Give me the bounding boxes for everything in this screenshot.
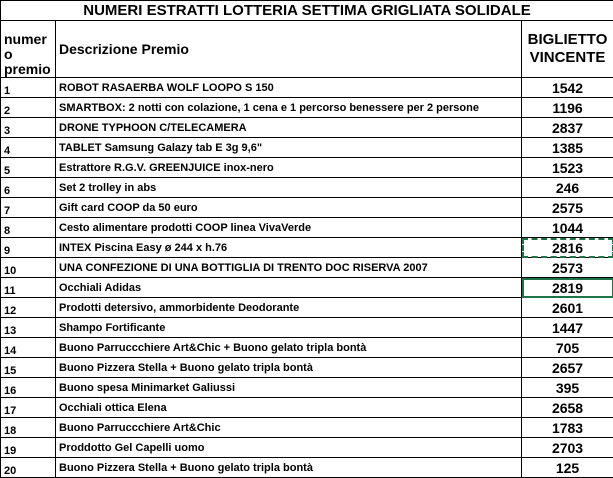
winning-ticket-cell[interactable]: 1783 (522, 418, 613, 438)
winning-ticket-cell[interactable]: 1542 (522, 78, 613, 98)
prize-number-cell[interactable]: 7 (1, 198, 56, 218)
prize-description-cell[interactable]: Proddotto Gel Capelli uomo (56, 438, 522, 458)
prize-description-cell[interactable]: DRONE TYPHOON C/TELECAMERA (56, 118, 522, 138)
winning-ticket-cell[interactable]: 1196 (522, 98, 613, 118)
header-descrizione-premio[interactable]: Descrizione Premio (56, 21, 522, 78)
prize-description-cell[interactable]: Cesto alimentare prodotti COOP linea VivaVerde (56, 218, 522, 238)
prize-description-cell[interactable]: Estrattore R.G.V. GREENJUICE inox-nero (56, 158, 522, 178)
prize-description-cell[interactable]: TABLET Samsung Galazy tab E 3g 9,6" (56, 138, 522, 158)
prize-description-cell[interactable]: Buono Pizzera Stella + Buono gelato tripla bontà (56, 458, 522, 478)
table-row (1, 438, 613, 458)
table-row (1, 218, 613, 238)
prize-number-cell[interactable]: 14 (1, 338, 56, 358)
winning-ticket-cell[interactable]: 2573 (522, 258, 613, 278)
prize-description-cell[interactable]: Prodotti detersivo, ammorbidente Deodorante (56, 298, 522, 318)
table-row (1, 278, 613, 298)
prize-number-cell[interactable]: 3 (1, 118, 56, 138)
winning-ticket-cell[interactable]: 2837 (522, 118, 613, 138)
prize-description-cell[interactable]: Buono spesa Minimarket Galiussi (56, 378, 522, 398)
table-row (1, 338, 613, 358)
table-row (1, 78, 613, 98)
prize-number-cell[interactable]: 11 (1, 278, 56, 298)
table-row (1, 118, 613, 138)
prize-number-cell[interactable]: 19 (1, 438, 56, 458)
prize-description-cell[interactable]: Set 2 trolley in abs (56, 178, 522, 198)
title-row (1, 1, 613, 21)
prize-number-cell[interactable]: 8 (1, 218, 56, 238)
winning-ticket-cell[interactable]: 2658 (522, 398, 613, 418)
prize-description-cell[interactable]: Buono Pizzera Stella + Buono gelato tripla bontà (56, 358, 522, 378)
table-row (1, 238, 613, 258)
winning-ticket-cell[interactable]: 2601 (522, 298, 613, 318)
winning-ticket-cell[interactable]: 705 (522, 338, 613, 358)
prize-number-cell[interactable]: 16 (1, 378, 56, 398)
header-biglietto-vincente[interactable]: BIGLIETTO VINCENTE (522, 21, 613, 78)
prize-number-cell[interactable]: 9 (1, 238, 56, 258)
prize-description-cell[interactable]: Occhiali Adidas (56, 278, 522, 298)
prize-number-cell[interactable]: 18 (1, 418, 56, 438)
table-row (1, 178, 613, 198)
prize-description-cell[interactable]: INTEX Piscina Easy ø 244 x h.76 (56, 238, 522, 258)
prize-number-cell[interactable]: 13 (1, 318, 56, 338)
prize-number-cell[interactable]: 1 (1, 78, 56, 98)
prize-number-cell[interactable]: 17 (1, 398, 56, 418)
prize-number-cell[interactable]: 5 (1, 158, 56, 178)
prize-description-cell[interactable]: Shampo Fortificante (56, 318, 522, 338)
table-row (1, 378, 613, 398)
winning-ticket-cell[interactable]: 125 (522, 458, 613, 478)
table-row (1, 298, 613, 318)
prize-number-cell[interactable]: 2 (1, 98, 56, 118)
table-row (1, 398, 613, 418)
prize-description-cell[interactable]: ROBOT RASAERBA WOLF LOOPO S 150 (56, 78, 522, 98)
table-row (1, 318, 613, 338)
table-row (1, 418, 613, 438)
table-row (1, 358, 613, 378)
prize-description-cell[interactable]: UNA CONFEZIONE DI UNA BOTTIGLIA DI TRENTO DOC RISERVA 2007 (56, 258, 522, 278)
prize-description-cell[interactable]: Buono Parruccchiere Art&Chic + Buono gelato tripla bontà (56, 338, 522, 358)
prize-number-cell[interactable]: 4 (1, 138, 56, 158)
table-row (1, 258, 613, 278)
winning-ticket-cell[interactable]: 2819 (522, 278, 613, 298)
prize-number-cell[interactable]: 10 (1, 258, 56, 278)
prize-description-cell[interactable]: SMARTBOX: 2 notti con colazione, 1 cena e 1 percorso benessere per 2 persone (56, 98, 522, 118)
prize-number-cell[interactable]: 12 (1, 298, 56, 318)
table-row (1, 458, 613, 478)
prize-number-cell[interactable]: 6 (1, 178, 56, 198)
prize-number-cell[interactable]: 20 (1, 458, 56, 478)
prize-description-cell[interactable]: Occhiali ottica Elena (56, 398, 522, 418)
prize-number-cell[interactable]: 15 (1, 358, 56, 378)
table-row (1, 98, 613, 118)
winning-ticket-cell[interactable]: 1385 (522, 138, 613, 158)
winning-ticket-cell[interactable]: 2575 (522, 198, 613, 218)
winning-ticket-cell[interactable]: 246 (522, 178, 613, 198)
prize-description-cell[interactable]: Buono Parruccchiere Art&Chic (56, 418, 522, 438)
winning-ticket-cell[interactable]: 1447 (522, 318, 613, 338)
prize-description-cell[interactable]: Gift card COOP da 50 euro (56, 198, 522, 218)
header-numero-premio[interactable]: numer o premio (1, 21, 56, 78)
winning-ticket-cell[interactable]: 2657 (522, 358, 613, 378)
winning-ticket-cell[interactable]: 1523 (522, 158, 613, 178)
table-row (1, 138, 613, 158)
sheet-title[interactable]: NUMERI ESTRATTI LOTTERIA SETTIMA GRIGLIATA SOLIDALE (1, 1, 613, 21)
winning-ticket-cell[interactable]: 395 (522, 378, 613, 398)
winning-ticket-cell[interactable]: 2703 (522, 438, 613, 458)
winning-ticket-cell[interactable]: 1044 (522, 218, 613, 238)
table-row (1, 158, 613, 178)
table-row (1, 198, 613, 218)
header-row (1, 21, 613, 78)
winning-ticket-cell[interactable]: 2816 (522, 238, 613, 258)
